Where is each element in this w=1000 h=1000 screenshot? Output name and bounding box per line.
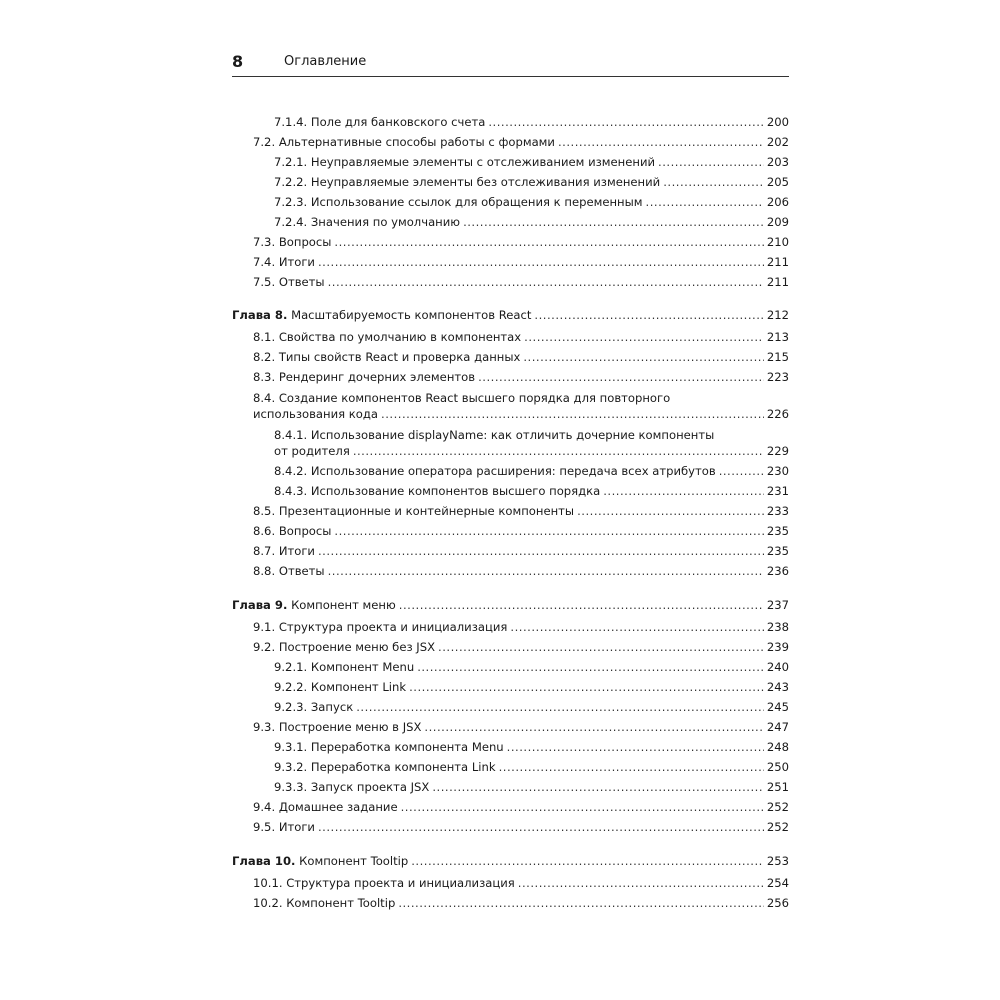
page-ref: 236 — [766, 564, 789, 578]
page-ref: 209 — [766, 215, 789, 229]
dot-leader — [510, 619, 763, 635]
page-ref: 206 — [766, 195, 789, 209]
dot-leader — [463, 214, 764, 230]
toc-entry[interactable]: 8.3. Рендеринг дочерних элементов ..... 223 — [232, 369, 789, 385]
dot-leader — [658, 154, 764, 170]
dot-leader — [328, 274, 764, 290]
toc-chapter-8[interactable]: Глава 8. Масштабируемость компонентов React ..... 212 — [232, 307, 789, 323]
toc-entry[interactable]: 9.2.2. Компонент Link ..... 243 — [232, 679, 789, 695]
dot-leader — [417, 659, 764, 675]
page-ref: 233 — [766, 504, 789, 518]
toc-entry[interactable]: 7.3. Вопросы ..... 210 — [232, 234, 789, 250]
dot-leader — [381, 406, 764, 422]
page-ref: 237 — [766, 598, 789, 612]
page-ref: 245 — [766, 700, 789, 714]
toc-chapter-9[interactable]: Глава 9. Компонент меню ..... 237 — [232, 597, 789, 613]
dot-leader — [334, 523, 763, 539]
page-ref: 248 — [766, 740, 789, 754]
toc-entry-continuation[interactable]: использования кода ..... 226 — [232, 406, 789, 422]
dot-leader — [432, 779, 764, 795]
dot-leader — [534, 307, 763, 323]
page-ref: 223 — [766, 370, 789, 384]
page-ref: 229 — [766, 444, 789, 458]
toc-entry[interactable]: 9.2.3. Запуск ..... 245 — [232, 699, 789, 715]
page-ref: 231 — [766, 484, 789, 498]
toc-entry[interactable]: 8.6. Вопросы ..... 235 — [232, 523, 789, 539]
toc-entry[interactable]: 8.1. Свойства по умолчанию в компонентах ..... 213 — [232, 329, 789, 345]
page-ref: 215 — [766, 350, 789, 364]
toc-entry[interactable]: 8.4.3. Использование компонентов высшего порядка ..... 231 — [232, 483, 789, 499]
page-ref: 205 — [766, 175, 789, 189]
toc-entry[interactable]: 7.4. Итоги ..... 211 — [232, 254, 789, 270]
page-ref: 240 — [766, 660, 789, 674]
page-ref: 250 — [766, 760, 789, 774]
toc-entry[interactable]: 7.2.3. Использование ссылок для обращения к переменным ..... 206 — [232, 194, 789, 210]
dot-leader — [328, 563, 764, 579]
page-ref: 251 — [766, 780, 789, 794]
running-title: Оглавление — [284, 54, 367, 69]
dot-leader — [318, 543, 764, 559]
toc-chapter-10[interactable]: Глава 10. Компонент Tooltip ..... 253 — [232, 853, 789, 869]
page-ref: 239 — [766, 640, 789, 654]
toc-entry[interactable]: 8.4.1. Использование displayName: как отличить дочерние компоненты — [274, 428, 715, 442]
toc-entry[interactable]: 8.4.2. Использование оператора расширения: передача всех атрибутов ..... 230 — [232, 463, 789, 479]
page-ref: 247 — [766, 720, 789, 734]
dot-leader — [558, 134, 764, 150]
toc-entry[interactable]: 9.2.1. Компонент Menu ..... 240 — [232, 659, 789, 675]
dot-leader — [424, 719, 763, 735]
dot-leader — [499, 759, 764, 775]
toc-entry[interactable]: 9.4. Домашнее задание ..... 252 — [232, 799, 789, 815]
toc-entry[interactable]: 9.2. Построение меню без JSX ..... 239 — [232, 639, 789, 655]
dot-leader — [507, 739, 764, 755]
dot-leader — [411, 853, 764, 869]
dot-leader — [334, 234, 763, 250]
dot-leader — [603, 483, 764, 499]
dot-leader — [577, 503, 764, 519]
toc-entry[interactable]: 8.2. Типы свойств React и проверка данных ..... 215 — [232, 349, 789, 365]
page-ref: 202 — [766, 135, 789, 149]
toc-entry[interactable]: 9.1. Структура проекта и инициализация ..... 238 — [232, 619, 789, 635]
toc-entry[interactable]: 8.5. Презентационные и контейнерные компоненты ..... 233 — [232, 503, 789, 519]
page-ref: 235 — [766, 524, 789, 538]
dot-leader — [401, 799, 764, 815]
dot-leader — [353, 443, 764, 459]
page-ref: 210 — [766, 235, 789, 249]
toc-entry[interactable]: 9.3.3. Запуск проекта JSX ..... 251 — [232, 779, 789, 795]
dot-leader — [719, 463, 764, 479]
toc-entry[interactable]: 7.2.4. Значения по умолчанию ..... 209 — [232, 214, 789, 230]
header-divider — [232, 76, 789, 77]
page-ref: 252 — [766, 800, 789, 814]
toc-entry[interactable]: 10.1. Структура проекта и инициализация ..... 254 — [232, 875, 789, 891]
page-ref: 226 — [766, 407, 789, 421]
toc-entry[interactable]: 7.2.1. Неуправляемые элементы с отслеживанием изменений ..... 203 — [232, 154, 789, 170]
page-ref: 213 — [766, 330, 789, 344]
toc-entry[interactable]: 8.7. Итоги ..... 235 — [232, 543, 789, 559]
page-ref: 230 — [766, 464, 789, 478]
page-ref: 203 — [766, 155, 789, 169]
toc-entry[interactable]: 7.2.2. Неуправляемые элементы без отслеживания изменений ..... 205 — [232, 174, 789, 190]
page-ref: 200 — [766, 115, 789, 129]
dot-leader — [523, 349, 763, 365]
page-ref: 254 — [766, 876, 789, 890]
dot-leader — [478, 369, 764, 385]
page-ref: 211 — [766, 255, 789, 269]
dot-leader — [399, 597, 764, 613]
page-ref: 243 — [766, 680, 789, 694]
page-ref: 256 — [766, 896, 789, 910]
page-ref: 212 — [766, 308, 789, 322]
dot-leader — [356, 699, 764, 715]
page-ref: 238 — [766, 620, 789, 634]
dot-leader — [663, 174, 764, 190]
toc-entry[interactable]: 8.4. Создание компонентов React высшего порядка для повторного — [253, 391, 671, 405]
toc-entry[interactable]: 10.2. Компонент Tooltip ..... 256 — [232, 895, 789, 911]
dot-leader — [488, 114, 764, 130]
dot-leader — [518, 875, 764, 891]
toc-entry[interactable]: 9.3.2. Переработка компонента Link ..... 250 — [232, 759, 789, 775]
toc-entry[interactable]: 7.5. Ответы ..... 211 — [232, 274, 789, 290]
toc-entry[interactable]: 7.2. Альтернативные способы работы с формами ..... 202 — [232, 134, 789, 150]
toc-entry[interactable]: 9.3.1. Переработка компонента Menu ..... 248 — [232, 739, 789, 755]
dot-leader — [409, 679, 764, 695]
dot-leader — [438, 639, 764, 655]
page-ref: 235 — [766, 544, 789, 558]
dot-leader — [646, 194, 764, 210]
dot-leader — [398, 895, 764, 911]
page-number: 8 — [232, 52, 244, 71]
toc-entry-continuation[interactable]: от родителя ..... 229 — [232, 443, 789, 459]
page-ref: 211 — [766, 275, 789, 289]
page-header — [232, 52, 789, 74]
page-ref: 252 — [766, 820, 789, 834]
toc-entry[interactable]: 7.1.4. Поле для банковского счета ..... 200 — [232, 114, 789, 130]
toc-entry[interactable]: 9.3. Построение меню в JSX ..... 247 — [232, 719, 789, 735]
toc-entry[interactable]: 8.8. Ответы ..... 236 — [232, 563, 789, 579]
dot-leader — [524, 329, 764, 345]
dot-leader — [318, 819, 764, 835]
toc-entry[interactable]: 9.5. Итоги ..... 252 — [232, 819, 789, 835]
page-ref: 253 — [766, 854, 789, 868]
dot-leader — [318, 254, 764, 270]
